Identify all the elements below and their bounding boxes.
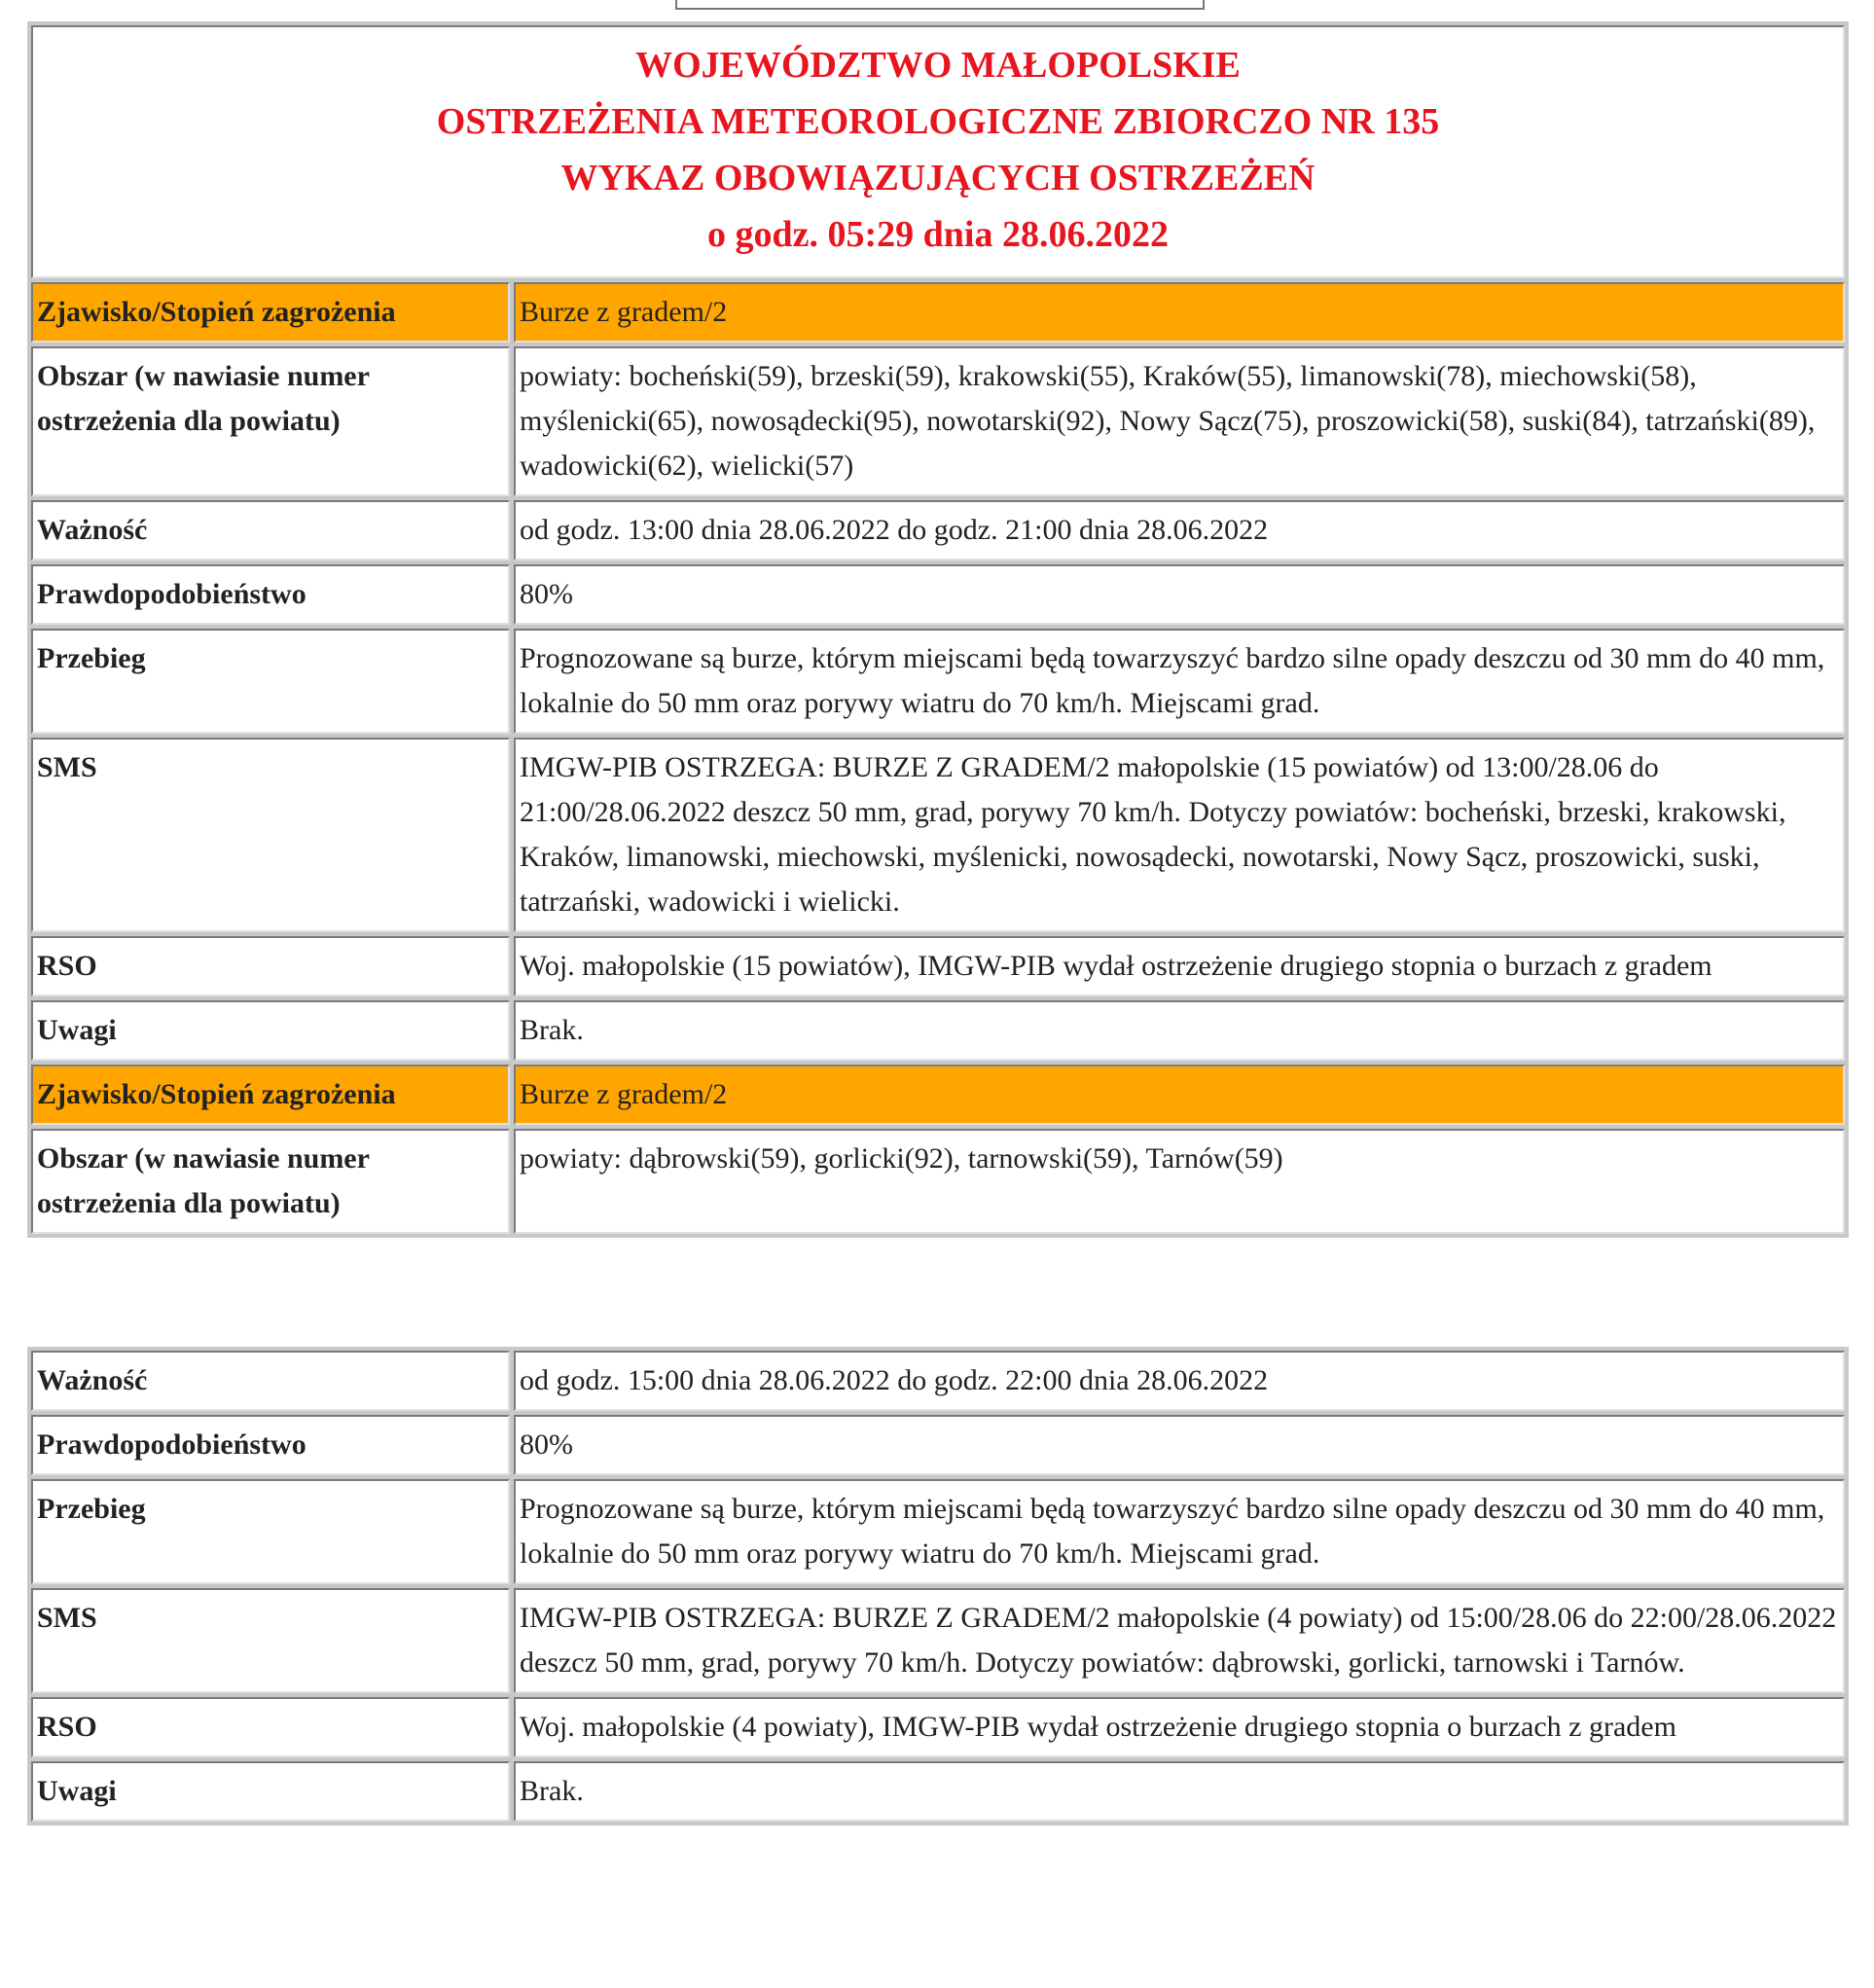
row-przebieg — [31, 1479, 1845, 1584]
row-rso — [31, 1697, 1845, 1757]
row-label: Ważność — [31, 500, 510, 560]
row-value: Brak. — [514, 1000, 1845, 1061]
row-label: Zjawisko/Stopień zagrożenia — [31, 282, 510, 343]
row-label: Przebieg — [31, 629, 510, 734]
row-zjawisko — [31, 282, 1845, 343]
header-row — [31, 25, 1845, 278]
row-value: IMGW-PIB OSTRZEGA: BURZE Z GRADEM/2 małopolskie (4 powiaty) od 15:00/28.06 do 22:00/28.06.2022 deszcz 50 mm, grad, porywy 70 km/h. Dotyczy powiatów: dąbrowski, gorlicki, tarnowski i Tarnów. — [514, 1588, 1845, 1693]
row-value: Woj. małopolskie (4 powiaty), IMGW-PIB wydał ostrzeżenie drugiego stopnia o burzach z gradem — [514, 1697, 1845, 1757]
row-waznosc — [31, 1351, 1845, 1411]
title-region: WOJEWÓDZTWO MAŁOPOLSKIE — [635, 45, 1241, 86]
row-label: Zjawisko/Stopień zagrożenia — [31, 1065, 510, 1125]
row-value: Prognozowane są burze, którym miejscami będą towarzyszyć bardzo silne opady deszczu od 30 mm do 40 mm, lokalnie do 50 mm oraz porywy wiatru do 70 km/h. Miejscami grad. — [514, 629, 1845, 734]
row-value: Burze z gradem/2 — [514, 1065, 1845, 1125]
title-time: o godz. 05:29 dnia 28.06.2022 — [707, 214, 1169, 255]
row-rso — [31, 936, 1845, 996]
row-value: powiaty: bocheński(59), brzeski(59), krakowski(55), Kraków(55), limanowski(78), miechowski(58), myślenicki(65), nowosądecki(95), nowotarski(92), Nowy Sącz(75), proszowicki(58), suski(84), tatrzański(89), wadowicki(62), wielicki(57) — [514, 346, 1845, 496]
row-label: Uwagi — [31, 1000, 510, 1061]
row-prawdopodobienstwo — [31, 564, 1845, 625]
row-label: Obszar (w nawiasie numer ostrzeżenia dla powiatu) — [31, 1129, 510, 1234]
top-toolbar-fragment — [675, 0, 1205, 10]
row-value: powiaty: dąbrowski(59), gorlicki(92), tarnowski(59), Tarnów(59) — [514, 1129, 1845, 1234]
warnings-table-2 — [27, 1347, 1849, 1825]
row-label: Ważność — [31, 1351, 510, 1411]
row-zjawisko — [31, 1065, 1845, 1125]
row-uwagi — [31, 1761, 1845, 1822]
row-value: od godz. 15:00 dnia 28.06.2022 do godz. 22:00 dnia 28.06.2022 — [514, 1351, 1845, 1411]
title-bulletin: OSTRZEŻENIA METEOROLOGICZNE ZBIORCZO NR 135 — [436, 101, 1440, 142]
row-value: Burze z gradem/2 — [514, 282, 1845, 343]
row-label: Obszar (w nawiasie numer ostrzeżenia dla powiatu) — [31, 346, 510, 496]
row-value: 80% — [514, 1415, 1845, 1475]
row-label: SMS — [31, 738, 510, 932]
row-obszar — [31, 1129, 1845, 1234]
row-obszar — [31, 346, 1845, 496]
row-label: RSO — [31, 936, 510, 996]
row-value: IMGW-PIB OSTRZEGA: BURZE Z GRADEM/2 małopolskie (15 powiatów) od 13:00/28.06 do 21:00/28.06.2022 deszcz 50 mm, grad, porywy 70 km/h. Dotyczy powiatów: bocheński, brzeski, krakowski, Kraków, limanowski, miechowski, myślenicki, nowosądecki, nowotarski, Nowy Sącz, proszowicki, suski, tatrzański, wadowicki i wielicki. — [514, 738, 1845, 932]
row-value: Prognozowane są burze, którym miejscami będą towarzyszyć bardzo silne opady deszczu od 30 mm do 40 mm, lokalnie do 50 mm oraz porywy wiatru do 70 km/h. Miejscami grad. — [514, 1479, 1845, 1584]
row-label: Przebieg — [31, 1479, 510, 1584]
row-label: Prawdopodobieństwo — [31, 1415, 510, 1475]
row-value: 80% — [514, 564, 1845, 625]
row-waznosc — [31, 500, 1845, 560]
row-value: Woj. małopolskie (15 powiatów), IMGW-PIB wydał ostrzeżenie drugiego stopnia o burzach z gradem — [514, 936, 1845, 996]
row-prawdopodobienstwo — [31, 1415, 1845, 1475]
warnings-table-1 — [27, 21, 1849, 1238]
row-label: RSO — [31, 1697, 510, 1757]
row-sms — [31, 738, 1845, 932]
row-przebieg — [31, 629, 1845, 734]
row-label: Prawdopodobieństwo — [31, 564, 510, 625]
row-label: SMS — [31, 1588, 510, 1693]
row-value: Brak. — [514, 1761, 1845, 1822]
row-value: od godz. 13:00 dnia 28.06.2022 do godz. 21:00 dnia 28.06.2022 — [514, 500, 1845, 560]
document-title — [31, 25, 1845, 278]
row-label: Uwagi — [31, 1761, 510, 1822]
row-uwagi — [31, 1000, 1845, 1061]
row-sms — [31, 1588, 1845, 1693]
title-list: WYKAZ OBOWIĄZUJĄCYCH OSTRZEŻEŃ — [560, 158, 1315, 199]
